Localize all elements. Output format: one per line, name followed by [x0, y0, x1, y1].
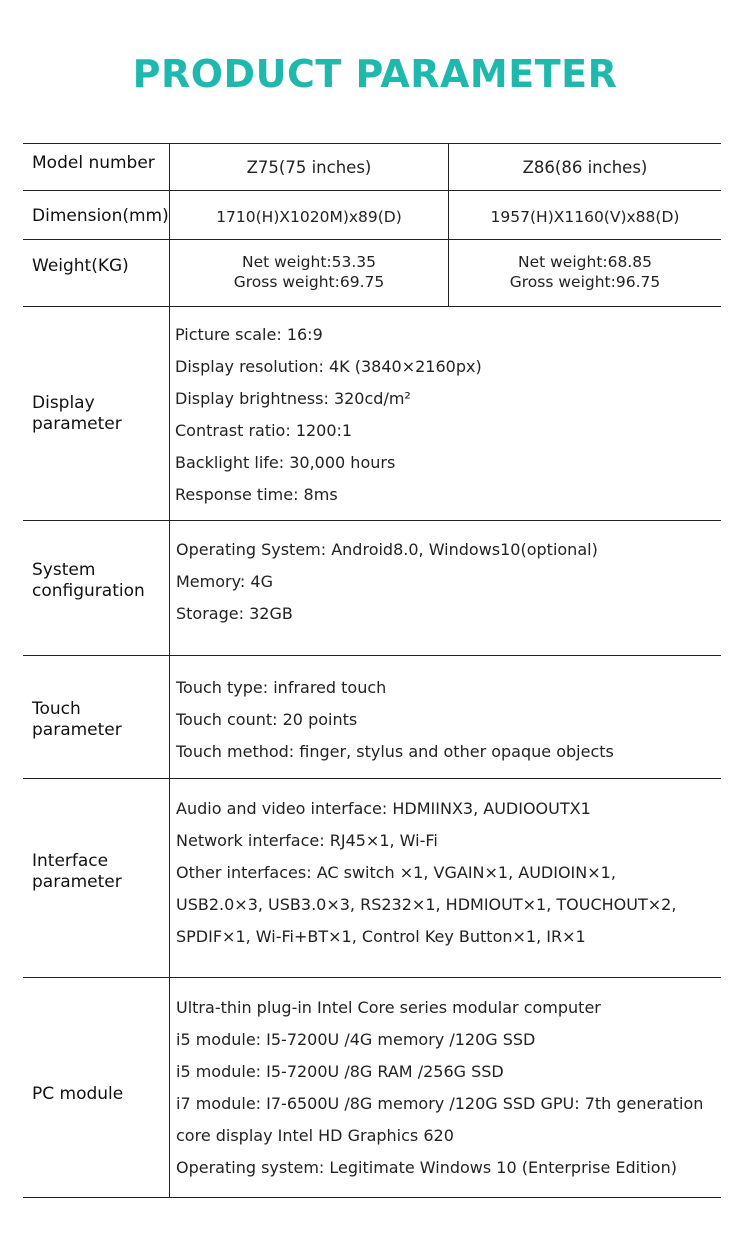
- list-item: Audio and video interface: HDMIINX3, AUDIOOUTX1: [176, 799, 591, 818]
- row-divider: [23, 520, 721, 521]
- pc-module-label: PC module: [32, 1084, 124, 1104]
- row-divider: [23, 190, 721, 191]
- list-item: Touch count: 20 points: [176, 710, 358, 729]
- list-item: Response time: 8ms: [175, 485, 338, 504]
- list-item: Memory: 4G: [176, 572, 273, 591]
- weight-label: Weight(KG): [32, 256, 129, 276]
- system-configuration-label: System configuration: [32, 560, 145, 601]
- dimension-z86: 1957(H)X1160(V)x88(D): [490, 208, 680, 226]
- interface-parameter-label: Interface parameter: [32, 851, 122, 892]
- list-item: i5 module: I5-7200U /4G memory /120G SSD: [176, 1030, 536, 1049]
- list-item: Operating System: Android8.0, Windows10(optional): [176, 540, 598, 559]
- list-item: i5 module: I5-7200U /8G RAM /256G SSD: [176, 1062, 504, 1081]
- system-configuration-list: [176, 534, 598, 630]
- row-divider: [23, 655, 721, 656]
- gross-weight-z86: Gross weight:96.75: [509, 273, 661, 291]
- dimension-z75: 1710(H)X1020M)x89(D): [216, 208, 402, 226]
- pc-module-list: [176, 992, 703, 1184]
- gross-weight-z75: Gross weight:69.75: [233, 273, 385, 291]
- net-weight-z86: Net weight:68.85: [518, 253, 652, 271]
- list-item: Network interface: RJ45×1, Wi-Fi: [176, 831, 438, 850]
- model-z75: Z75(75 inches): [246, 158, 372, 177]
- touch-parameter-list: [176, 672, 614, 768]
- list-item: Ultra-thin plug-in Intel Core series modular computer: [176, 998, 601, 1017]
- display-parameter-list: [175, 319, 482, 511]
- list-item: Display resolution: 4K (3840×2160px): [175, 357, 482, 376]
- weight-z75: [170, 252, 448, 292]
- row-divider: [23, 778, 721, 779]
- table-border-top: [23, 143, 721, 144]
- column-divider: [169, 143, 170, 1198]
- touch-parameter-label: Touch parameter: [32, 699, 122, 740]
- weight-z86: [449, 252, 721, 292]
- list-item: Storage: 32GB: [176, 604, 293, 623]
- net-weight-z75: Net weight:53.35: [242, 253, 376, 271]
- list-item: Other interfaces: AC switch ×1, VGAIN×1, AUDIOIN×1,: [176, 863, 616, 882]
- list-item: USB2.0×3, USB3.0×3, RS232×1, HDMIOUT×1, TOUCHOUT×2,: [176, 895, 677, 914]
- row-divider: [23, 306, 721, 307]
- row-divider: [23, 977, 721, 978]
- list-item: Operating system: Legitimate Windows 10 (Enterprise Edition): [176, 1158, 677, 1177]
- list-item: core display Intel HD Graphics 620: [176, 1126, 454, 1145]
- list-item: Touch type: infrared touch: [176, 678, 387, 697]
- dimension-label: Dimension(mm): [32, 206, 169, 226]
- list-item: Touch method: finger, stylus and other opaque objects: [176, 742, 614, 761]
- list-item: Picture scale: 16:9: [175, 325, 323, 344]
- model-z86: Z86(86 inches): [522, 158, 648, 177]
- page-title: PRODUCT PARAMETER: [132, 52, 618, 96]
- list-item: Backlight life: 30,000 hours: [175, 453, 396, 472]
- list-item: Display brightness: 320cd/m²: [175, 389, 411, 408]
- list-item: SPDIF×1, Wi-Fi+BT×1, Control Key Button×1, IR×1: [176, 927, 586, 946]
- interface-parameter-list: [176, 793, 676, 953]
- row-divider: [23, 239, 721, 240]
- list-item: i7 module: I7-6500U /8G memory /120G SSD GPU: 7th generation: [176, 1094, 704, 1113]
- model-number-label: Model number: [32, 153, 155, 173]
- list-item: Contrast ratio: 1200:1: [175, 421, 353, 440]
- table-border-bottom: [23, 1197, 721, 1198]
- display-parameter-label: Display parameter: [32, 393, 122, 434]
